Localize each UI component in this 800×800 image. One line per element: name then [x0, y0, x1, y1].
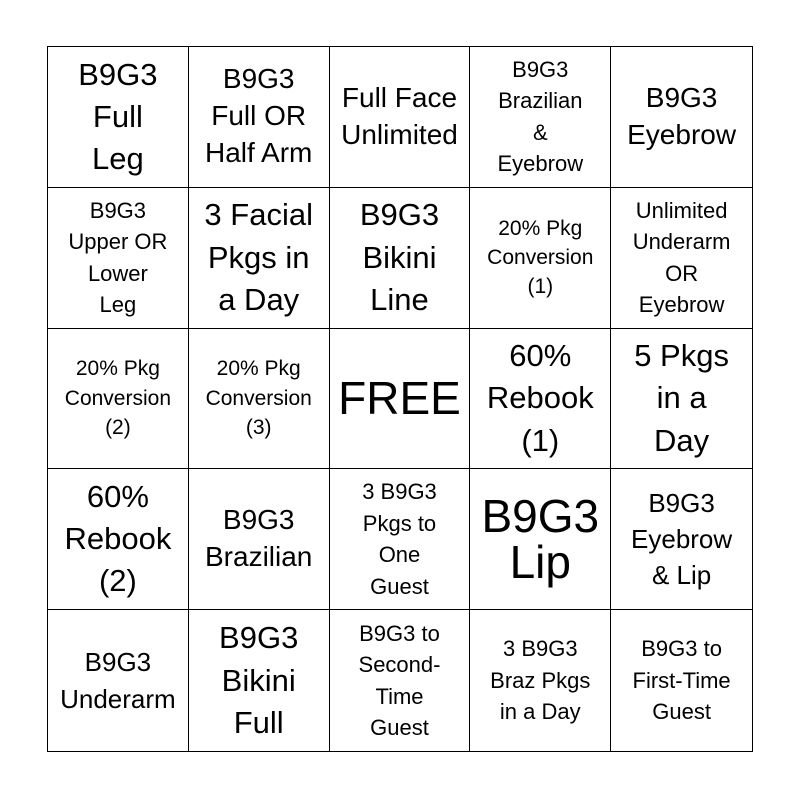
cell-label: B9G3 to First-Time Guest: [632, 636, 731, 725]
cell-label: B9G3 Bikini Line: [359, 197, 440, 317]
bingo-cell[interactable]: [48, 329, 189, 470]
bingo-cell[interactable]: [330, 469, 471, 610]
cell-label: B9G3 Underarm: [60, 647, 176, 714]
bingo-cell[interactable]: [611, 329, 752, 470]
bingo-cell[interactable]: [330, 47, 471, 188]
bingo-cell[interactable]: [470, 469, 611, 610]
cell-label: B9G3 Lip: [481, 490, 600, 589]
bingo-cell[interactable]: [611, 469, 752, 610]
cell-label: 60% Rebook (2): [64, 479, 172, 599]
cell-label: 20% Pkg Conversion (1): [487, 216, 594, 299]
bingo-cell[interactable]: [48, 188, 189, 329]
bingo-board: [47, 46, 753, 752]
bingo-cell[interactable]: [189, 610, 330, 751]
bingo-cell[interactable]: [330, 188, 471, 329]
bingo-cell[interactable]: [48, 610, 189, 751]
cell-label: 20% Pkg Conversion (2): [64, 357, 172, 440]
bingo-cell[interactable]: [189, 188, 330, 329]
cell-label: 20% Pkg Conversion (3): [205, 357, 312, 440]
cell-label: 3 B9G3 Pkgs to One Guest: [362, 479, 437, 599]
cell-label: B9G3 to Second- Time Guest: [358, 620, 441, 741]
bingo-cell[interactable]: [470, 610, 611, 751]
cell-label: B9G3 Brazilian: [205, 504, 313, 573]
cell-label: B9G3 Bikini Full: [219, 620, 299, 740]
bingo-cell[interactable]: [48, 469, 189, 610]
cell-label: 5 Pkgs in a Day: [634, 338, 729, 458]
bingo-cell[interactable]: [189, 47, 330, 188]
bingo-cell[interactable]: [470, 329, 611, 470]
bingo-cell[interactable]: [330, 610, 471, 751]
cell-label: B9G3 Eyebrow & Lip: [631, 487, 733, 591]
bingo-cell[interactable]: [470, 188, 611, 329]
bingo-cell[interactable]: [189, 329, 330, 470]
bingo-cell[interactable]: [611, 188, 752, 329]
cell-label: B9G3 Brazilian & Eyebrow: [497, 56, 584, 177]
cell-label: 60% Rebook (1): [486, 338, 594, 458]
cell-label: B9G3 Full Leg: [78, 56, 158, 176]
cell-label: B9G3 Upper OR Lower Leg: [68, 197, 168, 318]
cell-label: B9G3 Full OR Half Arm: [205, 63, 313, 169]
bingo-cell[interactable]: [611, 47, 752, 188]
bingo-cell[interactable]: [189, 469, 330, 610]
cell-label: B9G3 Eyebrow: [627, 81, 737, 150]
free-space-cell[interactable]: [330, 329, 471, 470]
bingo-cell[interactable]: [48, 47, 189, 188]
cell-label: Unlimited Underarm OR Eyebrow: [632, 197, 731, 318]
free-space-label: FREE: [338, 372, 461, 425]
bingo-cell[interactable]: [470, 47, 611, 188]
bingo-cell[interactable]: [611, 610, 752, 751]
cell-label: Full Face Unlimited: [341, 81, 458, 150]
cell-label: 3 Facial Pkgs in a Day: [204, 197, 313, 317]
cell-label: 3 B9G3 Braz Pkgs in a Day: [490, 636, 591, 725]
